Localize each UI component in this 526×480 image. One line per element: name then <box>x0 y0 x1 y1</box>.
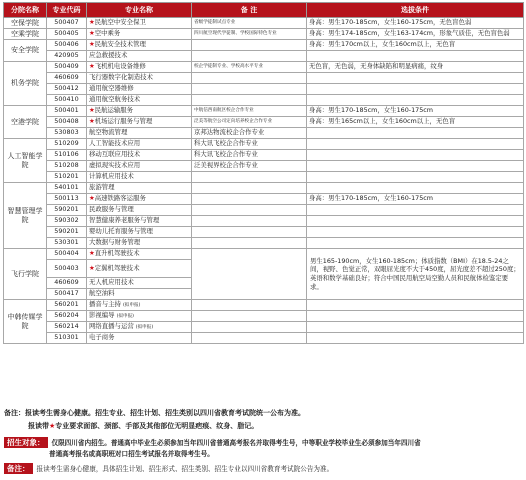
condition-cell: 无色盲，无色弱，无身体缺陷和明显病痛，纹身 <box>307 62 524 73</box>
note-cell: 省级学徒制试点专业 <box>192 18 307 29</box>
condition-cell <box>307 150 524 161</box>
code-cell: 500403 <box>47 260 87 278</box>
major-cell: 大数据与财务管理 <box>87 238 192 249</box>
note-cell <box>192 311 307 322</box>
condition-cell <box>307 73 524 84</box>
college-cell: 中韩传媒学院 <box>4 300 47 344</box>
header-major: 专业名称 <box>87 3 192 18</box>
major-cell: 网络直播与运营 (拟申报) <box>87 322 192 333</box>
college-cell: 空乘学院 <box>4 29 47 40</box>
condition-cell: 身高：男生170-185cm，女生160-175cm，无色盲色弱 <box>307 18 524 29</box>
code-cell: 500410 <box>47 95 87 106</box>
enrollment-line-1: 仅限四川省内招生。普通高中毕业生必须参加当年四川省普通高考报名并取得考生号，中等职业学校毕业生必须参加当年四川省 <box>51 439 421 447</box>
table-row <box>4 73 524 84</box>
major-cell: 婴幼儿托育服务与管理 <box>87 227 192 238</box>
star-mark: ★ <box>89 249 95 258</box>
remark-block <box>4 463 524 475</box>
condition-cell: 身高：男生170-185cm，女生160-175cm <box>307 106 524 117</box>
majors-table <box>3 2 524 344</box>
table-row <box>4 311 524 322</box>
note-text-1: 报读考生需身心健康。招生专业、招生计划、招生类别以四川省教育考试院统一公布为准。 <box>25 409 305 417</box>
table-row <box>4 300 524 311</box>
major-cell: 电子商务 <box>87 333 192 344</box>
table-row <box>4 106 524 117</box>
header-code: 专业代码 <box>47 3 87 18</box>
major-cell: 虚拟现实技术应用 <box>87 161 192 172</box>
major-cell: 航空油料 <box>87 289 192 300</box>
college-cell: 机务学院 <box>4 62 47 106</box>
major-cell: 航空物流管理 <box>87 128 192 139</box>
remark-text: 报读考生需身心健康，具体招生计划、招生形式、招生类别、招生专业以四川省教育考试院公告为准。 <box>36 465 334 473</box>
note-line-1 <box>4 407 524 420</box>
note-cell <box>192 40 307 51</box>
note-cell <box>192 227 307 238</box>
condition-cell: 身高：男生170-185cm，女生160-175cm <box>307 194 524 205</box>
condition-cell <box>307 227 524 238</box>
major-cell: ★民航安全技术管理 <box>87 40 192 51</box>
code-cell: 590201 <box>47 205 87 216</box>
major-cell: 应急救援技术 <box>87 51 192 62</box>
table-row <box>4 227 524 238</box>
condition-cell <box>307 161 524 172</box>
code-cell: 460609 <box>47 73 87 84</box>
code-cell: 500408 <box>47 117 87 128</box>
code-cell: 510209 <box>47 139 87 150</box>
table-row <box>4 216 524 227</box>
major-cell: ★机场运行服务与管理 <box>87 117 192 128</box>
enrollment-line-2: 普通高考报名或高职班对口招生考试报名并取得考生号。 <box>49 450 214 458</box>
code-cell: 460609 <box>47 278 87 289</box>
major-cell: 人工智能技术应用 <box>87 139 192 150</box>
major-cell: ★飞机机电设备维修 <box>87 62 192 73</box>
condition-cell <box>307 300 524 311</box>
major-cell: ★定翼机驾驶技术 <box>87 260 192 278</box>
note-cell <box>192 183 307 194</box>
note-cell: 校企学徒制专业、学校高水平专业 <box>192 62 307 73</box>
table-row <box>4 238 524 249</box>
code-cell: 500404 <box>47 249 87 260</box>
star-mark: ★ <box>89 106 95 115</box>
note-cell <box>192 322 307 333</box>
table-row <box>4 18 524 29</box>
major-cell: 播音与主持 (拟申报) <box>87 300 192 311</box>
condition-cell <box>307 322 524 333</box>
header-college: 分院名称 <box>4 3 47 18</box>
code-cell: 530301 <box>47 238 87 249</box>
table-row <box>4 117 524 128</box>
star-mark: ★ <box>89 18 95 27</box>
table-row <box>4 40 524 51</box>
major-cell: ★民航空中安全保卫 <box>87 18 192 29</box>
note-cell <box>192 73 307 84</box>
note-cell <box>192 300 307 311</box>
table-row <box>4 161 524 172</box>
code-cell: 540101 <box>47 183 87 194</box>
star-mark: ★ <box>89 263 95 272</box>
major-cell: 智慧健康养老服务与管理 <box>87 216 192 227</box>
major-cell: 旅游管理 <box>87 183 192 194</box>
note-text-2: 专业要求面部、颈部、手部及其他部位无明显疤痕、纹身、脂记。 <box>55 422 259 430</box>
code-cell: 500412 <box>47 84 87 95</box>
major-cell: 移动互联应用技术 <box>87 150 192 161</box>
enrollment-block <box>4 437 524 460</box>
code-cell: 510106 <box>47 150 87 161</box>
code-cell: 500417 <box>47 289 87 300</box>
condition-cell <box>307 84 524 95</box>
note-cell <box>192 216 307 227</box>
star-icon: ★ <box>49 422 56 430</box>
note-cell <box>192 249 307 300</box>
star-mark: ★ <box>89 62 95 71</box>
condition-cell <box>307 311 524 322</box>
note-cell <box>192 95 307 106</box>
table-row <box>4 205 524 216</box>
major-cell: 影视编导 (拟申报) <box>87 311 192 322</box>
college-cell: 安全学院 <box>4 40 47 62</box>
star-mark: ★ <box>89 40 95 49</box>
pending-tag: (拟申报) <box>116 314 134 320</box>
major-cell: ★高速铁路客运服务 <box>87 194 192 205</box>
note-cell <box>192 172 307 183</box>
code-cell: 590201 <box>47 227 87 238</box>
star-mark: ★ <box>89 117 95 126</box>
condition-cell <box>307 139 524 150</box>
note-label: 备注： <box>4 409 25 417</box>
table-row <box>4 333 524 344</box>
note-cell: 科大讯飞校企合作专业 <box>192 150 307 161</box>
enrollment-tag: 招生对象： <box>4 437 48 448</box>
code-cell: 510201 <box>47 172 87 183</box>
table-header-row <box>4 3 524 18</box>
note-cell: 京邦达物流校企合作专业 <box>192 128 307 139</box>
table-row <box>4 194 524 205</box>
condition-cell: 身高：男生174-185cm，女生163-174cm，形象气质佳，无色盲色弱 <box>307 29 524 40</box>
code-cell: 560204 <box>47 311 87 322</box>
major-cell: ★直升机驾驶技术 <box>87 249 192 260</box>
code-cell: 500406 <box>47 40 87 51</box>
condition-cell <box>307 333 524 344</box>
major-cell: 计算机应用技术 <box>87 172 192 183</box>
condition-cell: 男生165-190cm，女生160-185cm；体质指数（BMI）在18.5-24之间，视野、色觉正常，双眼屈光度不大于450度，屈光度差不超过250度；英语和数学基础良好；符合中国民用航空局空勤人员和民航体检鉴定要求。 <box>307 249 524 300</box>
pending-tag: (拟申报) <box>135 325 154 331</box>
code-cell: 510301 <box>47 333 87 344</box>
table-row <box>4 150 524 161</box>
major-cell: 通用航空航务技术 <box>87 95 192 106</box>
note-cell <box>192 194 307 205</box>
note-cell: 中航信西南航区校企合作专业 <box>192 106 307 117</box>
code-cell: 590302 <box>47 216 87 227</box>
code-cell: 500407 <box>47 18 87 29</box>
table-row <box>4 322 524 333</box>
pending-tag: (拟申报) <box>123 303 141 309</box>
major-cell: 民政服务与管理 <box>87 205 192 216</box>
table-row <box>4 183 524 194</box>
condition-cell <box>307 183 524 194</box>
college-cell: 智慧管理学院 <box>4 183 47 249</box>
major-cell: ★民航运输服务 <box>87 106 192 117</box>
note-text-2-prefix: 报读带 <box>28 422 49 430</box>
major-cell: 飞行器数字化制造技术 <box>87 73 192 84</box>
code-cell: 500409 <box>47 62 87 73</box>
note-cell <box>192 238 307 249</box>
note-cell: 泛美视界校企合作专业 <box>192 161 307 172</box>
condition-cell <box>307 172 524 183</box>
table-row <box>4 84 524 95</box>
table-row <box>4 95 524 106</box>
table-row <box>4 139 524 150</box>
note-cell <box>192 51 307 62</box>
code-cell: 530803 <box>47 128 87 139</box>
code-cell: 500401 <box>47 106 87 117</box>
college-cell: 空保学院 <box>4 18 47 29</box>
major-cell: 通用航空器维修 <box>87 84 192 95</box>
condition-cell <box>307 51 524 62</box>
condition-cell: 身高：男生165cm以上，女生160cm以上，无色盲 <box>307 117 524 128</box>
table-row <box>4 29 524 40</box>
major-cell: 无人机应用技术 <box>87 278 192 289</box>
header-note: 备 注 <box>192 3 307 18</box>
star-mark: ★ <box>89 194 95 203</box>
remark-tag: 备注： <box>4 463 33 474</box>
code-cell: 560201 <box>47 300 87 311</box>
star-mark: ★ <box>89 29 95 38</box>
note-cell <box>192 333 307 344</box>
condition-cell <box>307 238 524 249</box>
condition-cell <box>307 95 524 106</box>
condition-cell <box>307 128 524 139</box>
condition-cell <box>307 205 524 216</box>
code-cell: 560214 <box>47 322 87 333</box>
note-cell: 科大讯飞校企合作专业 <box>192 139 307 150</box>
college-cell: 飞行学院 <box>4 249 47 300</box>
note-cell <box>192 84 307 95</box>
note-cell: 泛美等航空公司定向培养校企合作专业 <box>192 117 307 128</box>
table-row <box>4 172 524 183</box>
college-cell: 人工智能学院 <box>4 139 47 183</box>
condition-cell: 身高：男生170cm以上，女生160cm以上，无色盲 <box>307 40 524 51</box>
notes-block <box>4 407 524 433</box>
college-cell: 空港学院 <box>4 106 47 139</box>
condition-cell <box>307 216 524 227</box>
code-cell: 500113 <box>47 194 87 205</box>
note-cell <box>192 205 307 216</box>
table-row <box>4 249 524 260</box>
note-cell: 四川航空现代学徒制、学校国际特色专业 <box>192 29 307 40</box>
header-conditions: 选拔条件 <box>307 3 524 18</box>
table-row <box>4 62 524 73</box>
table-row <box>4 128 524 139</box>
note-line-2 <box>4 420 524 433</box>
code-cell: 510208 <box>47 161 87 172</box>
code-cell: 500405 <box>47 29 87 40</box>
major-cell: ★空中乘务 <box>87 29 192 40</box>
code-cell: 420905 <box>47 51 87 62</box>
table-row <box>4 51 524 62</box>
